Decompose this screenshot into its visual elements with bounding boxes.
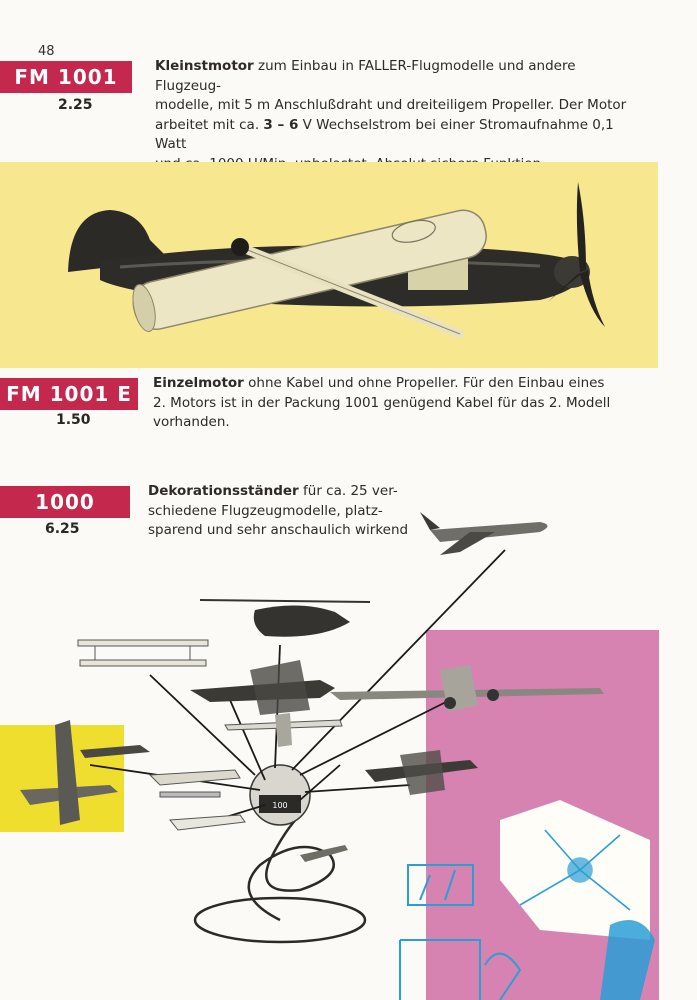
product-price-fm1001e: 1.50: [56, 412, 91, 428]
product-label-fm1001: FM 1001: [0, 61, 132, 93]
product-description-fm1001: Kleinstmotor zum Einbau in FALLER-Flugmodelle und andere Flugzeug- modelle, mit 5 m Anschlußdraht und dreiteiligem Propeller. Der Motor arbeitet mit ca. 3 – 6 V Wechselstrom bei einer Stromaufnahme 0,1 Watt: [155, 58, 627, 152]
product-price-fm1001: 2.25: [58, 97, 93, 113]
airplane-motor-illustration: [0, 162, 658, 368]
jet-model: [420, 512, 548, 555]
product-price-1000: 6.25: [45, 521, 80, 537]
room-vignette: [400, 800, 655, 1000]
product-label-fm1001e: FM 1001 E: [0, 378, 138, 410]
product-label-1000: 1000: [0, 486, 130, 518]
helicopter-model: [200, 600, 370, 637]
small-plane-model: [170, 815, 245, 830]
product-title: Kleinstmotor: [155, 58, 254, 74]
stuka-model: [20, 720, 150, 825]
display-stand-illustration: [0, 500, 697, 1000]
motor-photo: [0, 162, 658, 368]
fighter-model: [190, 660, 335, 715]
biplane-model: [78, 640, 208, 666]
page-number: 48: [38, 44, 55, 59]
product-description-fm1001e: Einzelmotor ohne Kabel und ohne Propeller. Für den Einbau eines 2. Motors ist in der Packung 1001 genügend Kabel für das 2. Modell vorhanden.: [153, 375, 611, 430]
stand-badge: 100: [272, 801, 288, 810]
seaplane-model: [150, 770, 240, 797]
product-description-1000: Dekorationsständer für ca. 25 ver- schiedene Flugzeugmodelle, platz- sparend und sehr anschaulich wirkend: [148, 483, 409, 538]
red-fighter-model: [365, 750, 478, 795]
